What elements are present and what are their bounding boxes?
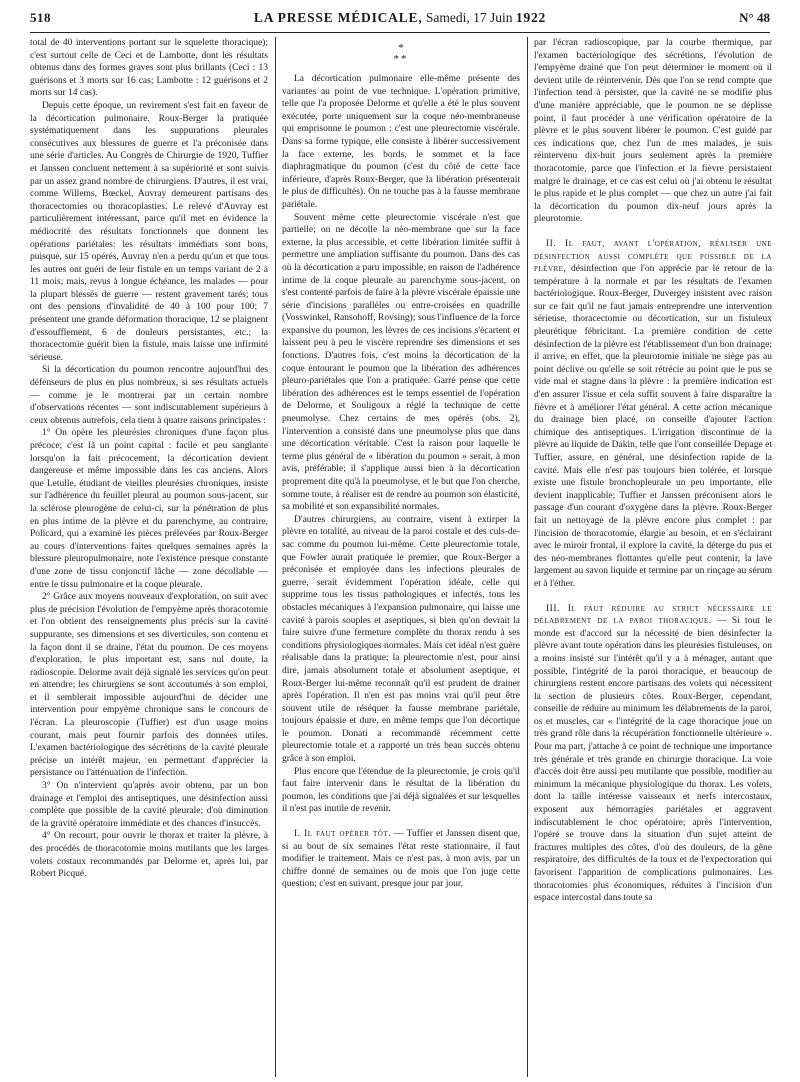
column-divider <box>275 37 276 1077</box>
journal-name: LA PRESSE MÉDICALE, <box>253 10 423 25</box>
section-heading: III. Il faut réduire au strict nécessaire le délabrement de la paroi thoracique. <box>534 603 772 627</box>
column-2 <box>282 37 520 1077</box>
paragraph: 3° On n'intervient qu'après avoir obtenu, par un bon drainage et l'emploi des antiseptiques, une désinfection aussi complète que possible de la cavité pleurale; d'où diminution de la gravité opératoire immédiate et des chances d'insuccès. <box>30 781 268 829</box>
paragraph: Plus encore que l'étendue de la pleurectomie, je crois qu'il faut faire intervenir dans le résultat de la libération du poumon, les conditions que j'ai déjà signalées et sur lesquelles il n'est pas inutile de revenir. <box>282 766 520 815</box>
running-title <box>30 10 770 26</box>
issue-date: Samedi, 17 Juin <box>425 10 513 25</box>
section-paragraph <box>534 238 772 591</box>
page-header <box>30 8 770 32</box>
section-heading: I. Il faut opérer tôt. <box>294 829 391 840</box>
paragraph: total de 40 interventions portant sur le squelette thoracique); c'est surtout celle de Ceci et de Lambotte, dont les résultats obtenus dans des formes graves sont plus brillants (Ceci : 13 guérisons et 3 morts sur 16 cas; Lambotte : 12 guérisons et 2 morts sur 14 cas). <box>30 38 268 99</box>
paragraph: Si la décortication du poumon rencontre aujourd'hui des défenseurs de plus en plus nombreux, si ses résultats actuels — comme je le montrerai par un certain nombre d'observations récentes — sont indiscutablement supérieurs à ceux obtenus autrefois, cela tient à quatre raisons principales : <box>30 365 268 426</box>
section-paragraph <box>282 828 520 891</box>
column-3 <box>534 37 772 1077</box>
section-text: — Si tout le monde est d'accord sur la nécessité de bien désinfecter la plèvre avant toute opération dans les pleurésies fistuleuses, on a moins insisté sur l'intérêt qu'il y a à ménager, autant que possible, l'intégrité de la paroi thoracique, et beaucoup de chirurgiens restent encore partisans des volets qui nécessitent la section de plusieurs côtes. Roux-Berger, cependant, conseille de réduire au minimum les délabrements de la paroi, os et muscles, car « l'intégrité de la cage thoracique joue un très grand rôle dans la récupération fonctionnelle ultérieure ». Pour ma part, j'attache à ce point de technique une importance très générale et très grande en chirurgie thoracique. La voie d'accès doit être aussi peu mutilante que possible, modifier au minimum la mécanique physiologique du thorax. Les volets, dont la taille intéresse vaisseaux et nerfs intercostaux, exposent aux hémorragies pariétales et aggravent indiscutablement le choc opératoire; après l'intervention, l'opéré se trouve dans la situation d'un sujet atteint de fractures multiples des côtes, d'où des douleurs, de la gêne respiratoire, des difficultés de la toux et de l'expectoration qui favorisent l'apparition de complications pulmonaires. Les thoracotomies plus économiques, réduites à l'incision d'un espace intercostal dans toute sa <box>534 616 772 904</box>
column-1 <box>30 37 268 1077</box>
header-rule <box>30 32 770 33</box>
paragraph: La décortication pulmonaire elle-même présente des variantes au point de vue technique. L'opération primitive, telle que l'a proposée Delorme et qu'elle a été le plus souvent exécutée, porte uniquement sur la coque néo-membraneuse qui emprisonne le poumon : c'est une pleurectomie viscérale. Dans sa forme typique, elle consiste à libérer successivement la face externe, les bords, le sommet et la face diaphragmatique du poumon (c'est du côté de cette face inférieure, d'après Roux-Berger, que la libération présenterait le plus de difficultés). On ne touche pas à la fausse membrane pariétale. <box>282 74 520 210</box>
column-divider <box>527 37 528 1077</box>
paragraph: D'autres chirurgiens, au contraire, visent à extirper la plèvre en totalité, au niveau de la paroi costale et des culs-de-sac comme du poumon lui-même. Cette pleurectomie totale, que Fowler aurait pratiquée le premier, que Roux-Berger a préconisée et employée dans les infections pleurales de guerre, serait évidemment l'opération idéale, celle qui supprime tous les tissus pathologiques et infectés, tous les obstacles mécaniques à l'expansion pulmonaire, qui laisse une cavité à parois souples et aseptiques, si bien qu'on devrait la faire suivre d'une fermeture complète du thorax rendu à ses conditions physiologiques normales. Mais cet idéal n'est guère réalisable dans la pratique; la pleurectomie n'est, pour ainsi dire, jamais absolument totale et absolument aseptique, et Roux-Berger lui-même reconnaît qu'il est prudent de drainer après l'opération. Il n'en est pas moins vrai qu'il peut être souvent utile de réséquer la fausse membrane pariétale, toujours épaissie et dure, en même temps que l'on décortique le poumon. Donati a recommandé récemment cette pleurectomie totale et a rapporté un très beau succès obtenu grâce à son emploi. <box>282 514 520 765</box>
section-text: — Tuffier et Janssen disent que, si au bout de six semaines l'état reste stationnaire, il faut modifier le traitement. Mais ce n'est pas, à mon avis, par un chiffre donné de semaines ou de mois que l'on juge cette question; c'est en suivant, presque jour par jour, <box>282 829 520 890</box>
paragraph: 1° On opère les pleurésies chroniques d'une façon plus précoce; c'est là un point capital : facile et peu sanglante lorsqu'on la fait précocement, la décortication devient dangereuse et même impossible dans les cas anciens. Alors que Letulle, étudiant de vieilles pleurésies chroniques, insiste sur l'adhérence du feuillet pleural au poumon sous-jacent, sur la sclérose pleurogène de celui-ci, sur la pénétration de plus en plus intime de la plèvre et du parenchyme, au contraire, Policard, qui a examiné les pièces prélevées par Roux-Berger au cours d'interventions faites quelques semaines après la blessure pleuropulmonaire, note l'existence presque constante d'une zone de tissu conjonctif lâche — zone décollable — entre le tissu pulmonaire et la coque pleurale. <box>30 428 268 590</box>
paragraph: 4° On recourt, pour ouvrir le thorax et traiter la plèvre, à des procédés de thoracotomie moins mutilants que les larges volets costaux recommandés par Delorme et, après lui, par Robert Picqué. <box>30 831 268 880</box>
section-text: désinfection que l'on appréciе par le retour de la température à la normale et par les résultats de l'examen bactériologique. Roux-Berger, Duvergey insistent avec raison sur ce fait qu'il ne faut jamais entreprendre une intervention sérieuse, thoracectomie ou décortication, sur un fistuleux pleurétique fébricitant. La première condition de cette désinfection de la plèvre est l'établissement d'un bon drainage; il arrive, en effet, que la pleurotomie initiale ne siège pas au point déclive ou qu'elle se soit rétrécie au point que le pus se vide mal et stagne dans la plèvre : la première indication est d'en assurer l'issue et cela suffit souvent à faire disparaître la fièvre et à améliorer l'état général. A cette action mécanique du drainage bien placé, on conseille d'ajouter l'action chimique des antiseptiques. L'irrigation discontinue de la plèvre au liquide de Dakin, telle que l'ont conseillée Depage et Tuffier, assure, en général, une désinfection rapide de la cavité. Mais elle n'est pas toujours bien tolérée, et lorsque existe une fistule bronchopleurale un peu importante, elle devient inapplicable; Tuffier et Janssen préconisent alors le passage d'un courant d'oxygène dans la plèvre. Roux-Berger fait un nettoyage de la plèvre encore plus complet : par l'incision de thoracotomie, élargie au besoin, et en s'éclairant avec le miroir frontal, il explore la cavité, la déterge du pus et des néo-membranes flottantes qu'elle peut contenir, la lave largement au savon liquide et termine par un rinçage au sérum et à l'éther. <box>534 264 772 589</box>
section-ornament <box>282 43 520 65</box>
page-number: 518 <box>30 10 51 25</box>
paragraph: Souvent même cette pleurectomie viscérale n'est que partielle; on ne décolle la néo-membrane que sur la face externe, la plus accessible, et cette libération limitée suffit à permettre une ampliation suffisante du poumon. Dans des cas où la décortication a paru impossible, en raison de l'adhérence intime de la coque pleurale au parenchyme sous-jacent, on s'est contenté parfois de faire à la plèvre viscérale épaissie une série d'incisions parallèles ou entre-croisées en quadrille (Vosswinkel, Ransohoff, Rovsing); sous l'influence de la force expansive du poumon, les lèvres de ces incisions s'écartent et laissent peu à peu le viscère reprendre ses dimensions et ses fonctions. D'autres fois, c'est moins la décortication de la coque entourant le poumon que la libération des adhérences pleuro-pariétales que l'on a pratiquée. Garré pense que cette libération des adhérences est le temps essentiel de l'opération de Delorme, et Souligoux a réglé la technique de cette pneumolyse. Chez certains de mes opérés (obs. 2), l'intervention a consisté dans une pneumolyse plus que dans une décortication véritable. C'est la raison pour laquelle le terme plus général de « libération du poumon » serait, à mon avis, préférable; il s'applique aussi bien à la décortication proprement dite qu'à la pneumolyse, et le but que l'on cherche, somme toute, à réaliser est de rendre au poumon son élasticité, sa mobilité et son expansibilité normales. <box>282 212 520 513</box>
paragraph: par l'écran radioscopique, par la courbe thermique, par l'examen bactériologique des sécrétions, l'évolution de l'empyème drainé que l'on peut déterminer le moment où il devient utile de réintervenir. Dès que l'on se rend compte que l'infection tend à persister, que la cavité ne se modifie plus d'une manière appréciable, que le poumon ne se déplisse point, il faut procéder à une vérification opératoire de la plèvre et le plus souvent libérer le poumon. C'est guidé par ces indications que, chez l'un de mes malades, je suis réintervenu dix-huit jours seulement après la première thoracotomie, parce que l'infection et la fièvre persistaient malgré le drainage, et ce cas est celui où j'ai obtenu le résultat le plus rapide et le plus complet — que chez un autre j'ai fait la décortication du poumon dix-neuf jours après la pleurotomie. <box>534 38 772 225</box>
asterism-bottom: ** <box>393 53 409 65</box>
issue-year: 1922 <box>515 10 547 25</box>
section-paragraph <box>534 603 772 905</box>
section-heading: II. Il faut, avant l'opération, réaliser une désinfection aussi complète que possible de la plèvre, <box>534 238 772 275</box>
issue-number: N° 48 <box>739 10 770 25</box>
asterism-top: * <box>398 42 404 54</box>
paragraph: Depuis cette époque, un revirement s'est fait en faveur de la décortication pulmonaire. Roux-Berger la pratiquée systématiquement dans les suppurations pleurales consécutives aux blessures de guerre et l'a préconisée dans une série d'articles. Au Congrès de Chirurgie de 1920, Tuffier et Janssen concluent nettement à sa supériorité et sont suivis par un assez grand nombre de chirurgiens. D'autres, il est vrai, comme Willems, Bœckel, Auvray demeurent partisans des thoracectomies ou thoracoplasties. Le relevé d'Auvray est particulièrement intéressant, parce qu'il met en évidence la médiocrité des résultats fonctionnels que donnent les opérations pariétales: les résultats immédiats sont bons, puisque, sur 15 opérés, Auvray n'en a perdu qu'un et que tous les autres ont guéri de leur fistule en un temps variant de 2 à 11 mois; mais, revus à longue échéance, les malades — pour la plupart blessés de guerre — restent gravement tarés; tous ont des pensions d'invalidité de 40 à 100 pour 100; 7 présentent une grande déformation thoracique, 12 se plaignent d'essoufflement, 6 de douleurs persistantes, etc.; la thoracectomie guérit bien la fistule, mais laisse une infirmité sérieuse. <box>30 100 268 363</box>
paragraph: 2° Grâce aux moyens nouveaux d'exploration, on suit avec plus de précision l'évolution de l'empyème après thoracotomie et l'on obtient des renseignements plus précis sur la cavité suppurante, ses dimensions et ses diverticules, son contenu et la façon dont il se draine, l'état du poumon. De ces moyens d'exploration, le plus important est, sans nul doute, la radioscopie. Delorme avait déjà signalé les services qu'on peut en attendre; les chirurgiens se sont accoutumés à son emploi, et il semblerait impossible aujourd'hui de décider une intervention pour empyème chronique sans le concours de l'écran. La pleuroscopie (Tuffier) est d'un usage moins courant, mais peut fournir parfois des données utiles. L'examen bactériologique des sécrétions de la cavité pleurale précise un intérêt majeur, en permettant d'apprécier la persistance ou l'atténuation de l'infection. <box>30 592 268 779</box>
